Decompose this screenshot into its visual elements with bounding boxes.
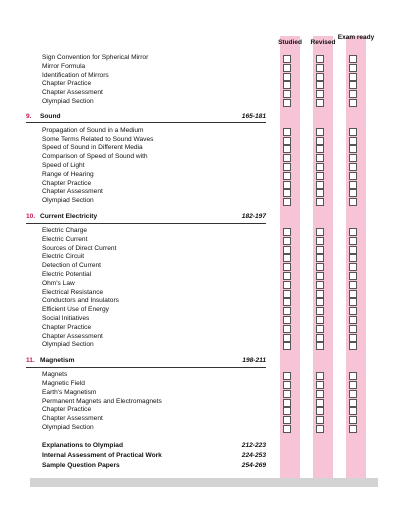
exam-ready-checkbox[interactable] xyxy=(349,246,357,254)
topic-item: Detection of Current xyxy=(42,262,102,270)
revised-checkbox[interactable] xyxy=(316,145,324,153)
exam-ready-checkbox[interactable] xyxy=(349,416,357,424)
revised-checkbox[interactable] xyxy=(316,298,324,306)
chapter-title: Current Electricity xyxy=(40,213,98,220)
studied-checkbox[interactable] xyxy=(283,272,291,280)
studied-checkbox[interactable] xyxy=(283,99,291,107)
topic-item: Chapter Practice xyxy=(42,323,92,331)
revised-checkbox[interactable] xyxy=(316,263,324,271)
studied-checkbox[interactable] xyxy=(283,390,291,398)
revised-checkbox[interactable] xyxy=(316,81,324,89)
revised-checkbox[interactable] xyxy=(316,55,324,63)
topic-item: Electric Current xyxy=(42,235,88,243)
revised-checkbox[interactable] xyxy=(316,325,324,333)
exam-ready-header xyxy=(336,34,376,41)
topic-item: Speed of Light xyxy=(42,162,85,169)
revised-checkbox[interactable] xyxy=(316,381,324,389)
chapter-pages: 182-197 xyxy=(241,213,266,220)
exam-ready-checkbox[interactable] xyxy=(349,55,357,63)
revised-checkbox[interactable] xyxy=(316,163,324,171)
topic-item: Speed of Sound in Different Media xyxy=(42,144,143,152)
topic-item: Magnets xyxy=(42,371,68,379)
revised-checkbox[interactable] xyxy=(316,246,324,254)
topic-item: Comparison of Speed of Sound with xyxy=(42,153,148,161)
revised-checkbox[interactable] xyxy=(316,334,324,342)
studied-checkbox[interactable] xyxy=(283,381,291,389)
studied-checkbox[interactable] xyxy=(283,425,291,433)
chapter-heading xyxy=(26,113,266,121)
studied-checkbox[interactable] xyxy=(283,181,291,189)
revised-checkbox[interactable] xyxy=(316,172,324,180)
studied-checkbox[interactable] xyxy=(283,372,291,380)
topic-item: Magnetic Field xyxy=(42,380,85,387)
extra-section xyxy=(42,442,266,450)
topic-item: Olympiad Section xyxy=(42,341,94,349)
exam-ready-header-text: Exam ready xyxy=(337,34,375,41)
topic-item: Range of Hearing xyxy=(42,170,94,178)
chapter-pages: 165-181 xyxy=(241,112,266,120)
chapter-title: Magnetism xyxy=(40,357,75,365)
exam-ready-checkbox[interactable] xyxy=(349,81,357,89)
studied-checkbox[interactable] xyxy=(283,90,291,98)
exam-ready-checkbox[interactable] xyxy=(349,154,357,162)
exam-ready-checkbox[interactable] xyxy=(349,145,357,153)
studied-checkbox[interactable] xyxy=(283,399,291,407)
revised-checkbox[interactable] xyxy=(316,425,324,433)
exam-ready-checkbox[interactable] xyxy=(349,228,357,236)
exam-ready-checkbox[interactable] xyxy=(349,254,357,262)
studied-checkbox[interactable] xyxy=(283,316,291,324)
exam-ready-checkbox[interactable] xyxy=(349,298,357,306)
studied-checkbox[interactable] xyxy=(283,281,291,289)
revised-checkbox[interactable] xyxy=(316,128,324,136)
exam-ready-checkbox[interactable] xyxy=(349,342,357,350)
revised-checkbox[interactable] xyxy=(316,407,324,415)
topic-item: Permanent Magnets and Electromagnets xyxy=(42,397,162,405)
exam-ready-checkbox[interactable] xyxy=(349,325,357,333)
chapter-number: 10. xyxy=(26,213,36,220)
revised-checkbox[interactable] xyxy=(316,189,324,197)
exam-ready-checkbox[interactable] xyxy=(349,381,357,389)
revised-checkbox[interactable] xyxy=(316,237,324,245)
studied-checkbox[interactable] xyxy=(283,172,291,180)
exam-ready-checkbox[interactable] xyxy=(349,198,357,206)
topic-item: Some Terms Related to Sound Waves xyxy=(42,135,154,143)
exam-ready-checkbox[interactable] xyxy=(349,64,357,72)
exam-ready-checkbox[interactable] xyxy=(349,181,357,189)
topic-item: Chapter Assessment xyxy=(42,89,103,97)
exam-ready-checkbox[interactable] xyxy=(349,281,357,289)
topic-item: Conductors and Insulators xyxy=(42,297,119,305)
topic-item: Olympiad Section xyxy=(42,197,94,205)
studied-checkbox[interactable] xyxy=(283,189,291,197)
chapter-title: Sound xyxy=(40,112,61,120)
revised-header: Revised xyxy=(310,39,336,46)
revised-checkbox[interactable] xyxy=(316,99,324,107)
studied-checkbox[interactable] xyxy=(283,263,291,271)
exam-ready-checkbox[interactable] xyxy=(349,73,357,81)
topic-item: Mirror Formula xyxy=(42,62,86,70)
exam-ready-checkbox[interactable] xyxy=(349,425,357,433)
revised-checkbox[interactable] xyxy=(316,73,324,81)
exam-ready-checkbox[interactable] xyxy=(349,372,357,380)
exam-ready-checkbox[interactable] xyxy=(349,237,357,245)
revised-checkbox[interactable] xyxy=(316,399,324,407)
chapter-divider xyxy=(26,223,266,224)
studied-checkbox[interactable] xyxy=(283,246,291,254)
studied-checkbox[interactable] xyxy=(283,55,291,63)
exam-ready-checkbox[interactable] xyxy=(349,399,357,407)
extra-title: Internal Assessment of Practical Work xyxy=(42,451,162,459)
studied-checkbox[interactable] xyxy=(283,145,291,153)
chapter-heading xyxy=(26,357,266,365)
exam-ready-checkbox[interactable] xyxy=(349,137,357,145)
studied-checkbox[interactable] xyxy=(283,334,291,342)
extra-pages: 212-223 xyxy=(241,441,266,449)
exam-ready-checkbox[interactable] xyxy=(349,272,357,280)
topic-item: Identification of Mirrors xyxy=(42,71,109,79)
topic-item: Electric Circuit xyxy=(42,253,85,261)
chapter-divider xyxy=(26,122,266,123)
exam-ready-checkbox[interactable] xyxy=(349,307,357,315)
exam-ready-checkbox[interactable] xyxy=(349,90,357,98)
studied-checkbox[interactable] xyxy=(283,81,291,89)
revised-checkbox[interactable] xyxy=(316,137,324,145)
topic-item: Earth's Magnetism xyxy=(42,388,97,396)
revised-checkbox[interactable] xyxy=(316,307,324,315)
exam-ready-checkbox[interactable] xyxy=(349,163,357,171)
studied-checkbox[interactable] xyxy=(283,298,291,306)
revised-checkbox[interactable] xyxy=(316,154,324,162)
revised-checkbox[interactable] xyxy=(316,342,324,350)
extra-title: Explanations to Olympiad xyxy=(42,441,123,449)
revised-checkbox[interactable] xyxy=(316,416,324,424)
revised-checkbox[interactable] xyxy=(316,254,324,262)
exam-ready-checkbox[interactable] xyxy=(349,290,357,298)
exam-ready-checkbox[interactable] xyxy=(349,99,357,107)
revised-checkbox[interactable] xyxy=(316,290,324,298)
revised-checkbox[interactable] xyxy=(316,281,324,289)
topic-item: Efficient Use of Energy xyxy=(42,306,109,314)
studied-checkbox[interactable] xyxy=(283,254,291,262)
studied-checkbox[interactable] xyxy=(283,137,291,145)
revised-checkbox[interactable] xyxy=(316,228,324,236)
studied-checkbox[interactable] xyxy=(283,198,291,206)
exam-ready-checkbox[interactable] xyxy=(349,189,357,197)
revised-checkbox[interactable] xyxy=(316,90,324,98)
topic-item: Chapter Assessment xyxy=(42,332,103,340)
revised-checkbox[interactable] xyxy=(316,64,324,72)
studied-checkbox[interactable] xyxy=(283,128,291,136)
studied-checkbox[interactable] xyxy=(283,416,291,424)
topic-item: Electric Potential xyxy=(42,271,92,278)
studied-checkbox[interactable] xyxy=(283,407,291,415)
chapter-pages: 198-211 xyxy=(242,357,266,365)
topic-item: Electrical Resistance xyxy=(42,288,104,296)
topic-item: Propagation of Sound in a Medium xyxy=(42,126,144,134)
topic-item: Electric Charge xyxy=(42,227,88,234)
revised-checkbox[interactable] xyxy=(316,198,324,206)
studied-checkbox[interactable] xyxy=(283,325,291,333)
studied-checkbox[interactable] xyxy=(283,64,291,72)
revised-checkbox[interactable] xyxy=(316,372,324,380)
chapter-number: 11. xyxy=(26,357,35,365)
extra-title: Sample Question Papers xyxy=(42,461,120,469)
exam-ready-checkbox[interactable] xyxy=(349,407,357,415)
exam-ready-checkbox[interactable] xyxy=(349,128,357,136)
extra-pages: 224-253 xyxy=(241,451,266,459)
revised-checkbox[interactable] xyxy=(316,316,324,324)
revised-checkbox[interactable] xyxy=(316,390,324,398)
studied-checkbox[interactable] xyxy=(283,228,291,236)
studied-checkbox[interactable] xyxy=(283,237,291,245)
topic-item: Chapter Practice xyxy=(42,406,92,414)
chapter-heading xyxy=(26,213,266,221)
studied-checkbox[interactable] xyxy=(283,290,291,298)
revised-checkbox[interactable] xyxy=(316,181,324,189)
chapter-divider xyxy=(26,367,266,368)
topic-item: Chapter Assessment xyxy=(42,188,103,196)
topic-item: Social Initiatives xyxy=(42,315,90,322)
studied-checkbox[interactable] xyxy=(283,154,291,162)
topic-item: Ohm's Law xyxy=(42,279,75,287)
studied-checkbox[interactable] xyxy=(283,73,291,81)
topic-item: Sources of Direct Current xyxy=(42,244,117,252)
studied-header: Studied xyxy=(278,39,302,46)
studied-checkbox[interactable] xyxy=(283,163,291,171)
studied-checkbox[interactable] xyxy=(283,342,291,350)
topic-item: Chapter Assessment xyxy=(42,415,103,423)
exam-ready-checkbox[interactable] xyxy=(349,316,357,324)
topic-item: Olympiad Section xyxy=(42,98,94,105)
extra-section xyxy=(42,452,266,460)
exam-ready-checkbox[interactable] xyxy=(349,172,357,180)
topic-item: Sign Convention for Spherical Mirror xyxy=(42,54,149,61)
exam-ready-checkbox[interactable] xyxy=(349,334,357,342)
topic-item: Olympiad Section xyxy=(42,424,94,431)
chapter-number: 9. xyxy=(26,112,32,120)
exam-ready-checkbox[interactable] xyxy=(349,390,357,398)
topic-item: Chapter Practice xyxy=(42,179,92,187)
revised-checkbox[interactable] xyxy=(316,272,324,280)
extra-pages: 254-269 xyxy=(241,461,266,469)
topic-item: Chapter Practice xyxy=(42,80,92,88)
bottom-bar xyxy=(30,478,378,487)
studied-checkbox[interactable] xyxy=(283,307,291,315)
exam-ready-checkbox[interactable] xyxy=(349,263,357,271)
extra-section xyxy=(42,462,266,470)
